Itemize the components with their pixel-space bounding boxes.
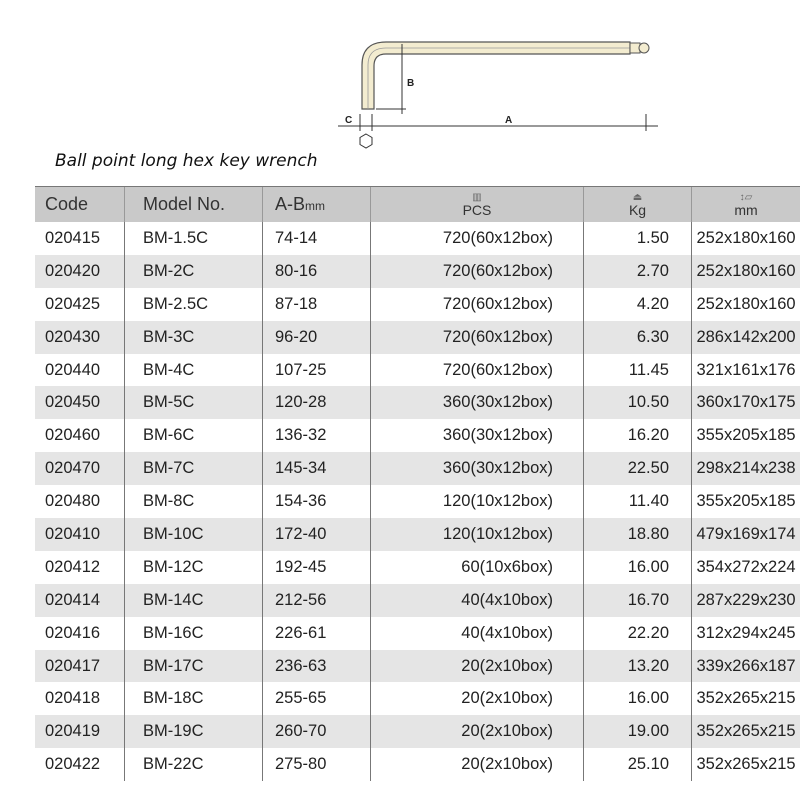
cell-kg: 4.20 <box>584 288 692 321</box>
cell-ab: 136-32 <box>263 419 371 452</box>
cell-kg: 22.50 <box>584 452 692 485</box>
cell-kg: 16.00 <box>584 551 692 584</box>
cell-kg: 11.45 <box>584 354 692 387</box>
product-title: Ball point long hex key wrench <box>55 151 318 171</box>
header-pcs-label: PCS <box>462 201 492 218</box>
dimension-b-label: B <box>407 78 415 89</box>
header-ab-label: A-B <box>275 194 306 214</box>
cell-model: BM-18C <box>125 682 263 715</box>
cell-ab: 87-18 <box>263 288 371 321</box>
table-row <box>35 682 800 715</box>
cell-dimensions: 339x266x187 <box>692 650 800 683</box>
header-kg <box>584 187 692 223</box>
cell-code: 020430 <box>35 321 125 354</box>
cell-dimensions: 252x180x160 <box>692 255 800 288</box>
cell-dimensions: 312x294x245 <box>692 617 800 650</box>
cell-dimensions: 298x214x238 <box>692 452 800 485</box>
cell-code: 020422 <box>45 755 101 774</box>
weight-icon: ⏏ <box>632 191 643 203</box>
cell-ab: 212-56 <box>263 584 371 617</box>
cell-kg: 25.10 <box>584 748 692 781</box>
cell-dimensions: 321x161x176 <box>692 354 800 387</box>
table-row <box>35 617 800 650</box>
cell-pcs: 360(30x12box) <box>371 452 584 485</box>
cell-model: BM-22C <box>125 748 263 781</box>
header-dim-label: mm <box>734 201 758 218</box>
cell-dimensions: 354x272x224 <box>692 551 800 584</box>
cell-pcs: 360(30x12box) <box>371 386 584 419</box>
dimension-icon: ↕▱ <box>739 191 753 203</box>
cell-pcs: 20(2x10box) <box>371 682 584 715</box>
cell-pcs: 720(60x12box) <box>371 288 584 321</box>
cell-code: 020419 <box>35 715 125 748</box>
cell-model: BM-14C <box>125 584 263 617</box>
table-row <box>35 748 800 781</box>
table-row <box>35 715 800 748</box>
cell-ab: 260-70 <box>263 715 371 748</box>
cell-kg: 16.70 <box>584 584 692 617</box>
cell-dimensions: 352x265x215 <box>692 748 800 781</box>
cell-code: 020480 <box>45 492 101 511</box>
cell-code: 020418 <box>45 689 101 708</box>
cell-dimensions: 252x180x160 <box>692 288 800 321</box>
header-pcs <box>371 187 584 223</box>
table-row <box>35 321 800 354</box>
cell-model: BM-4C <box>125 354 263 387</box>
cell-kg: 2.70 <box>584 255 692 288</box>
cell-ab: 192-45 <box>263 551 371 584</box>
cell-dimensions: 355x205x185 <box>692 485 800 518</box>
cell-pcs: 20(2x10box) <box>371 650 584 683</box>
cell-model: BM-17C <box>125 650 263 683</box>
cell-model: BM-1.5C <box>125 222 263 255</box>
table-row <box>35 222 800 255</box>
table-row <box>35 386 800 419</box>
cell-dimensions: 360x170x175 <box>692 386 800 419</box>
cell-pcs: 720(60x12box) <box>371 354 584 387</box>
table-row <box>35 419 800 452</box>
cell-model: BM-6C <box>125 419 263 452</box>
cell-model: BM-7C <box>125 452 263 485</box>
cell-code: 020470 <box>35 452 125 485</box>
cell-model: BM-3C <box>125 321 263 354</box>
header-code: Code <box>35 187 125 223</box>
cell-kg: 13.20 <box>584 650 692 683</box>
header-model: Model No. <box>125 187 263 223</box>
cell-pcs: 60(10x6box) <box>371 551 584 584</box>
cell-kg: 16.20 <box>584 419 692 452</box>
table-row <box>35 551 800 584</box>
cell-dimensions: 252x180x160 <box>692 222 800 255</box>
cell-kg: 22.20 <box>584 617 692 650</box>
table-row <box>35 452 800 485</box>
cell-pcs: 40(4x10box) <box>371 617 584 650</box>
hex-key-diagram <box>300 30 680 155</box>
cell-ab: 96-20 <box>263 321 371 354</box>
cell-ab: 275-80 <box>263 748 371 781</box>
cell-kg: 18.80 <box>584 518 692 551</box>
cell-pcs: 720(60x12box) <box>371 255 584 288</box>
cell-pcs: 20(2x10box) <box>371 748 584 781</box>
cell-ab: 145-34 <box>263 452 371 485</box>
cell-code: 020414 <box>35 584 125 617</box>
cell-dimensions: 286x142x200 <box>692 321 800 354</box>
table-row <box>35 518 800 551</box>
cell-code: 020425 <box>45 294 101 313</box>
cell-kg: 10.50 <box>584 386 692 419</box>
cell-model: BM-19C <box>125 715 263 748</box>
cell-pcs: 20(2x10box) <box>371 715 584 748</box>
cell-ab: 226-61 <box>263 617 371 650</box>
cell-code: 020412 <box>45 557 101 576</box>
table-row <box>35 650 800 683</box>
cell-model: BM-10C <box>125 518 263 551</box>
cell-model: BM-2C <box>125 255 263 288</box>
cell-pcs: 120(10x12box) <box>371 485 584 518</box>
cell-dimensions: 287x229x230 <box>692 584 800 617</box>
cell-kg: 11.40 <box>584 485 692 518</box>
box-icon: ▥ <box>472 191 482 203</box>
cell-kg: 16.00 <box>584 682 692 715</box>
cell-model: BM-8C <box>125 485 263 518</box>
cell-model: BM-5C <box>125 386 263 419</box>
cell-ab: 236-63 <box>263 650 371 683</box>
cell-code: 020440 <box>45 360 101 379</box>
spec-table <box>35 186 800 781</box>
cell-kg: 1.50 <box>584 222 692 255</box>
cell-code: 020460 <box>45 426 101 445</box>
cell-ab: 74-14 <box>263 222 371 255</box>
table-row <box>35 288 800 321</box>
cell-kg: 6.30 <box>584 321 692 354</box>
dimension-c-label: C <box>345 115 353 126</box>
header-ab <box>263 187 371 223</box>
hex-icon <box>360 134 372 148</box>
cell-ab: 154-36 <box>263 485 371 518</box>
dimension-a-label: A <box>505 115 513 126</box>
cell-kg: 19.00 <box>584 715 692 748</box>
cell-ab: 107-25 <box>263 354 371 387</box>
header-dimensions <box>692 187 800 223</box>
cell-code: 020420 <box>35 255 125 288</box>
table-row <box>35 485 800 518</box>
cell-code: 020415 <box>45 228 101 247</box>
cell-code: 020416 <box>45 623 101 642</box>
header-ab-unit: mm <box>305 199 326 213</box>
table-row <box>35 255 800 288</box>
cell-code: 020450 <box>35 386 125 419</box>
cell-code: 020417 <box>35 650 125 683</box>
table-row <box>35 584 800 617</box>
cell-model: BM-12C <box>125 551 263 584</box>
cell-pcs: 360(30x12box) <box>371 419 584 452</box>
cell-pcs: 720(60x12box) <box>371 321 584 354</box>
cell-dimensions: 352x265x215 <box>692 682 800 715</box>
header-kg-label: Kg <box>628 201 647 218</box>
cell-model: BM-2.5C <box>125 288 263 321</box>
cell-pcs: 40(4x10box) <box>371 584 584 617</box>
cell-code: 020410 <box>35 518 125 551</box>
cell-pcs: 120(10x12box) <box>371 518 584 551</box>
cell-ab: 255-65 <box>263 682 371 715</box>
table-row <box>35 354 800 387</box>
cell-model: BM-16C <box>125 617 263 650</box>
cell-dimensions: 355x205x185 <box>692 419 800 452</box>
cell-ab: 120-28 <box>263 386 371 419</box>
cell-ab: 80-16 <box>263 255 371 288</box>
cell-dimensions: 352x265x215 <box>692 715 800 748</box>
cell-pcs: 720(60x12box) <box>371 222 584 255</box>
cell-ab: 172-40 <box>263 518 371 551</box>
table-header <box>35 187 800 223</box>
cell-dimensions: 479x169x174 <box>692 518 800 551</box>
